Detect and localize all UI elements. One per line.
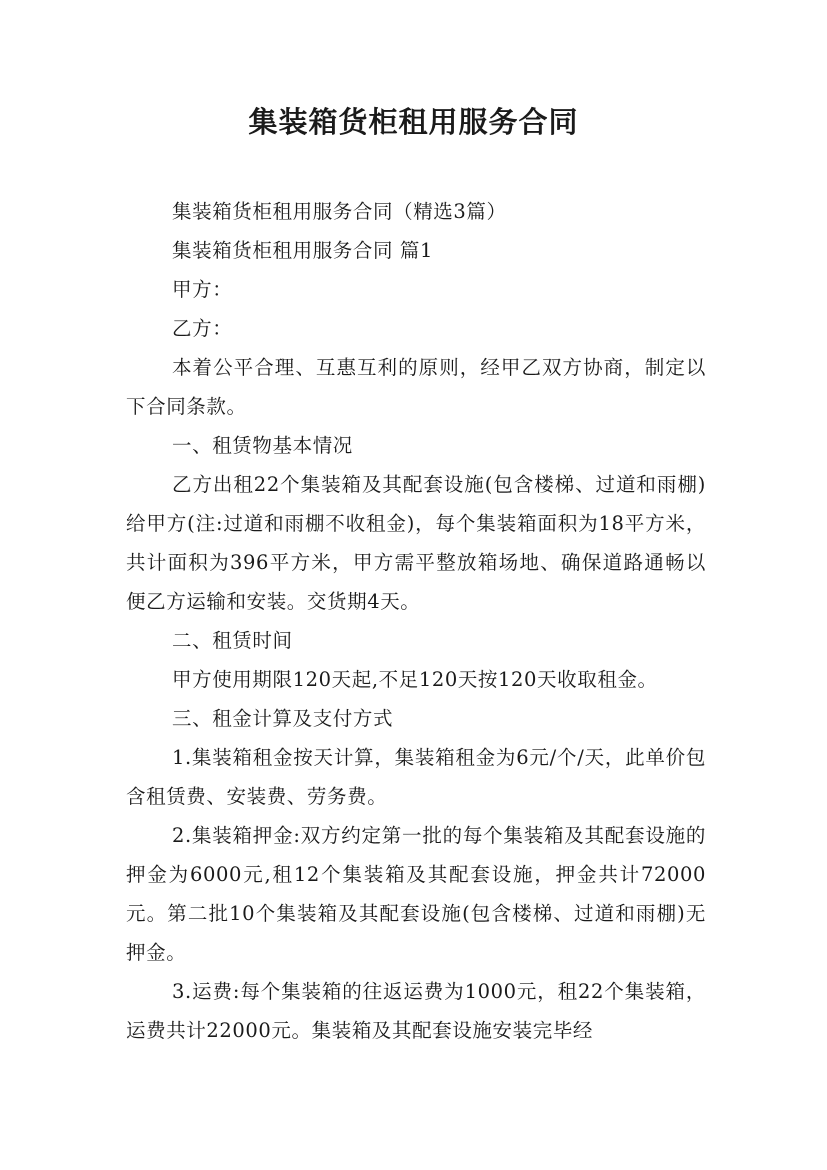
paragraph-party-a: 甲方： — [172, 278, 233, 301]
paragraph-clause-1: 乙方出租22个集装箱及其配套设施(包含楼梯、过道和雨棚)给甲方(注:过道和雨棚不收租金)，每个集装箱面积为18平方米，共计面积为396平方米，甲方需平整放箱场地、确保道路通畅以便乙方运输和安装。交货期4天。 — [126, 473, 706, 613]
paragraph-party-b: 乙方： — [172, 317, 233, 340]
paragraph-clause-2: 甲方使用期限120天起,不足120天按120天收取租金。 — [172, 668, 658, 691]
paragraph-clause-3-1: 1.集装箱租金按天计算，集装箱租金为6元/个/天，此单价包含租赁费、安装费、劳务费。 — [126, 746, 706, 808]
paragraph-clause-3-2: 2.集装箱押金:双方约定第一批的每个集装箱及其配套设施的押金为6000元,租12个集装箱及其配套设施，押金共计72000元。第二批10个集装箱及其配套设施(包含楼梯、过道和雨棚)无押金。 — [126, 824, 706, 964]
paragraph-clause-3-3: 3.运费:每个集装箱的往返运费为1000元，租22个集装箱，运费共计22000元。集装箱及其配套设施安装完毕经 — [126, 980, 706, 1042]
paragraph-heading-2: 二、租赁时间 — [172, 629, 293, 652]
document-body — [126, 192, 706, 1050]
paragraph-subtitle: 集装箱货柜租用服务合同（精选3篇） — [172, 200, 507, 223]
paragraph-section-heading: 集装箱货柜租用服务合同 篇1 — [172, 239, 434, 262]
paragraph-heading-1: 一、租赁物基本情况 — [172, 434, 353, 457]
document-title: 集装箱货柜租用服务合同 — [248, 105, 579, 139]
paragraph-preamble: 本着公平合理、互惠互利的原则，经甲乙双方协商，制定以下合同条款。 — [126, 356, 706, 418]
paragraph-heading-3: 三、租金计算及支付方式 — [172, 707, 394, 730]
